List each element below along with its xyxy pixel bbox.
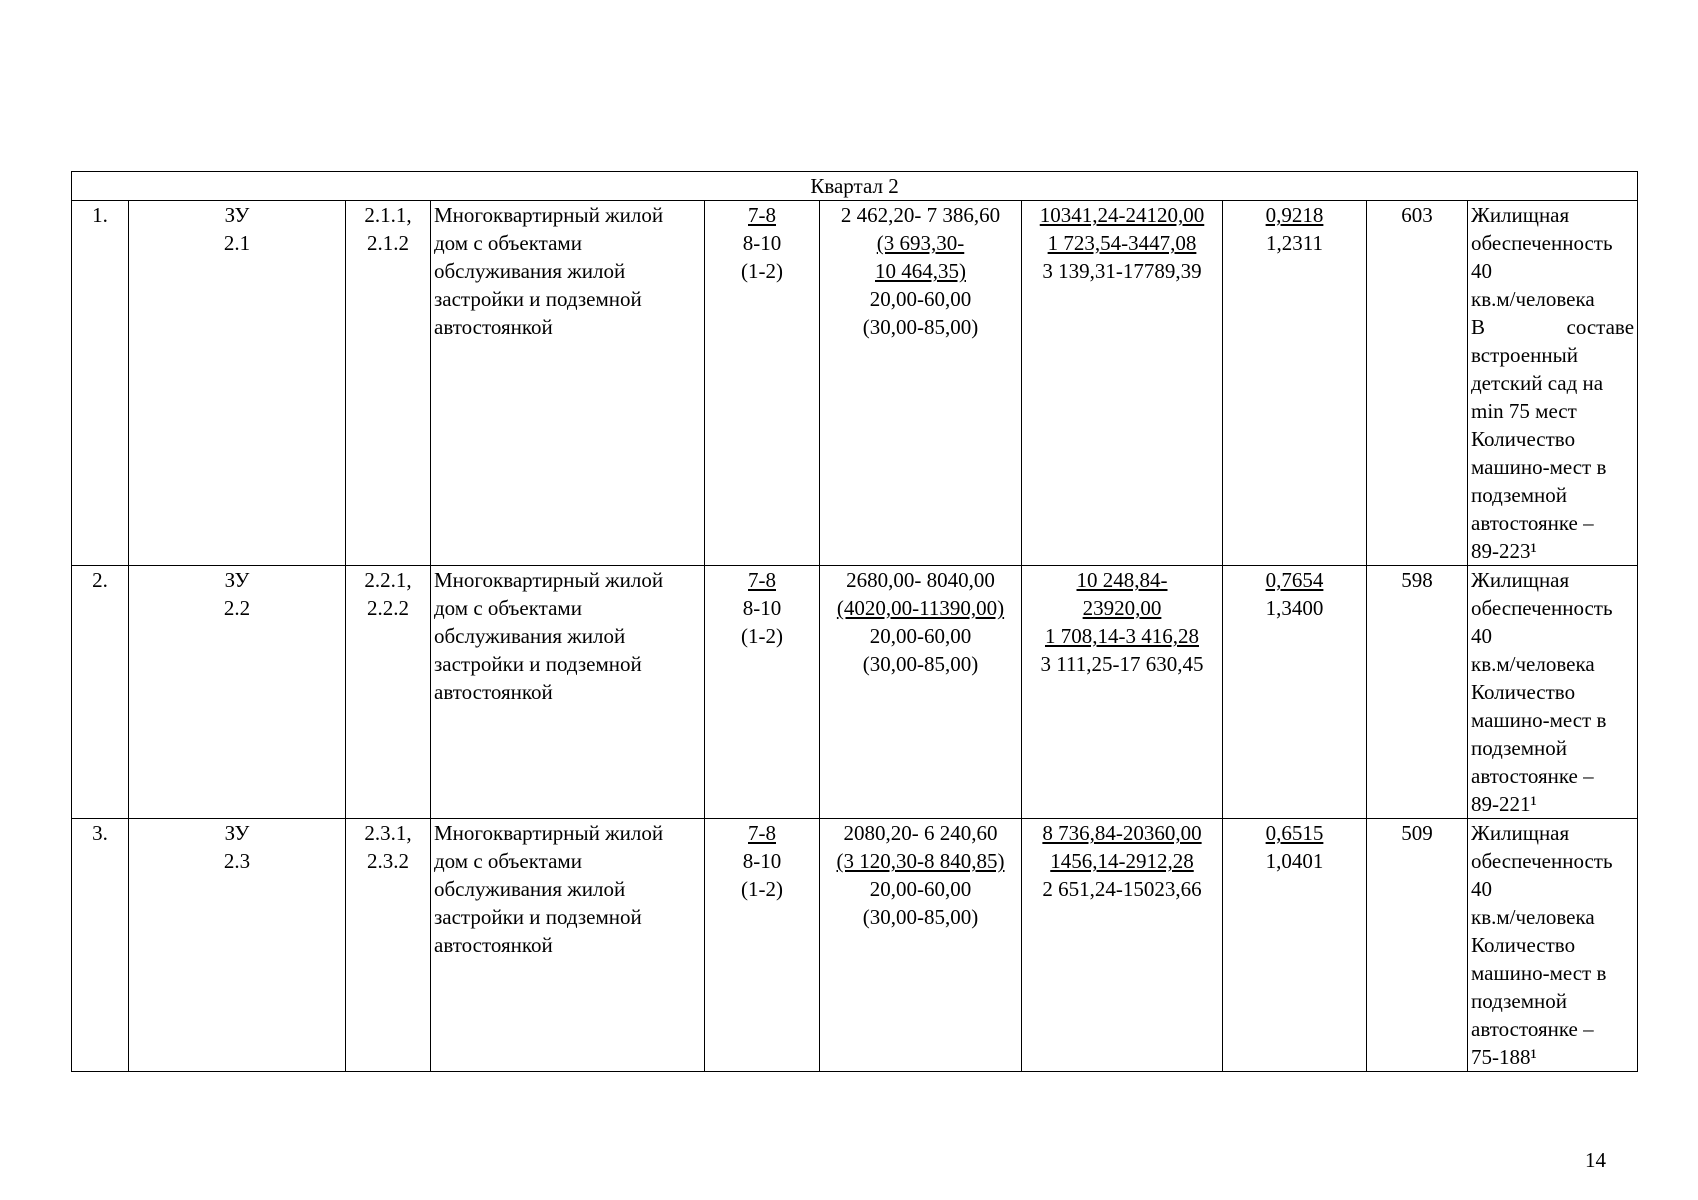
count: 509 [1367, 819, 1468, 1072]
area-ranges: 2680,00- 8040,00 (4020,00-11390,00) 20,00-60,00 (30,00-85,00) [820, 566, 1022, 819]
use-codes: 2.2.1, 2.2.2 [346, 566, 431, 819]
area-ranges: 2 462,20- 7 386,60 (3 693,30- 10 464,35) 20,00-60,00 (30,00-85,00) [820, 201, 1022, 566]
notes: Жилищная обеспеченность 40 кв.м/человека Количество машино-мест в подземной автостоянке – 75-188¹ [1468, 819, 1638, 1072]
table-row [72, 201, 1638, 566]
floors: 7-8 8-10 (1-2) [705, 819, 820, 1072]
object-description: Многоквартирный жилой дом с объектами обслуживания жилой застройки и подземной автостоянкой [431, 566, 705, 819]
page-number: 14 [1585, 1148, 1606, 1172]
count: 598 [1367, 566, 1468, 819]
density-ratio: 0,6515 1,0401 [1223, 819, 1367, 1072]
floor-areas: 10 248,84- 23920,00 1 708,14-3 416,28 3 111,25-17 630,45 [1022, 566, 1223, 819]
count: 603 [1367, 201, 1468, 566]
floors: 7-8 8-10 (1-2) [705, 566, 820, 819]
notes-justified-line: В составе [1471, 315, 1635, 339]
quarter-title-row [72, 172, 1638, 201]
plot-id: ЗУ 2.1 [129, 201, 346, 566]
floor-areas: 8 736,84-20360,00 1456,14-2912,28 2 651,24-15023,66 [1022, 819, 1223, 1072]
floor-areas: 10341,24-24120,00 1 723,54-3447,08 3 139,31-17789,39 [1022, 201, 1223, 566]
use-codes: 2.3.1, 2.3.2 [346, 819, 431, 1072]
use-codes: 2.1.1, 2.1.2 [346, 201, 431, 566]
row-number: 3. [72, 819, 129, 1072]
notes: Жилищная обеспеченность 40 кв.м/человека В составе встроенный детский сад на min 75 мест Количество машино-мест в подземной автостоянке – 89-223¹ [1468, 201, 1638, 566]
area-ranges: 2080,20- 6 240,60 (3 120,30-8 840,85) 20,00-60,00 (30,00-85,00) [820, 819, 1022, 1072]
notes: Жилищная обеспеченность 40 кв.м/человека Количество машино-мест в подземной автостоянке – 89-221¹ [1468, 566, 1638, 819]
floors: 7-8 8-10 (1-2) [705, 201, 820, 566]
table-row [72, 566, 1638, 819]
object-description: Многоквартирный жилой дом с объектами обслуживания жилой застройки и подземной автостоянкой [431, 201, 705, 566]
plot-id: ЗУ 2.2 [129, 566, 346, 819]
plot-id: ЗУ 2.3 [129, 819, 346, 1072]
row-number: 2. [72, 566, 129, 819]
quarter-title: Квартал 2 [72, 172, 1638, 201]
density-ratio: 0,9218 1,2311 [1223, 201, 1367, 566]
quarter-table [71, 171, 1638, 1072]
density-ratio: 0,7654 1,3400 [1223, 566, 1367, 819]
object-description: Многоквартирный жилой дом с объектами обслуживания жилой застройки и подземной автостоянкой [431, 819, 705, 1072]
row-number: 1. [72, 201, 129, 566]
table-row [72, 819, 1638, 1072]
